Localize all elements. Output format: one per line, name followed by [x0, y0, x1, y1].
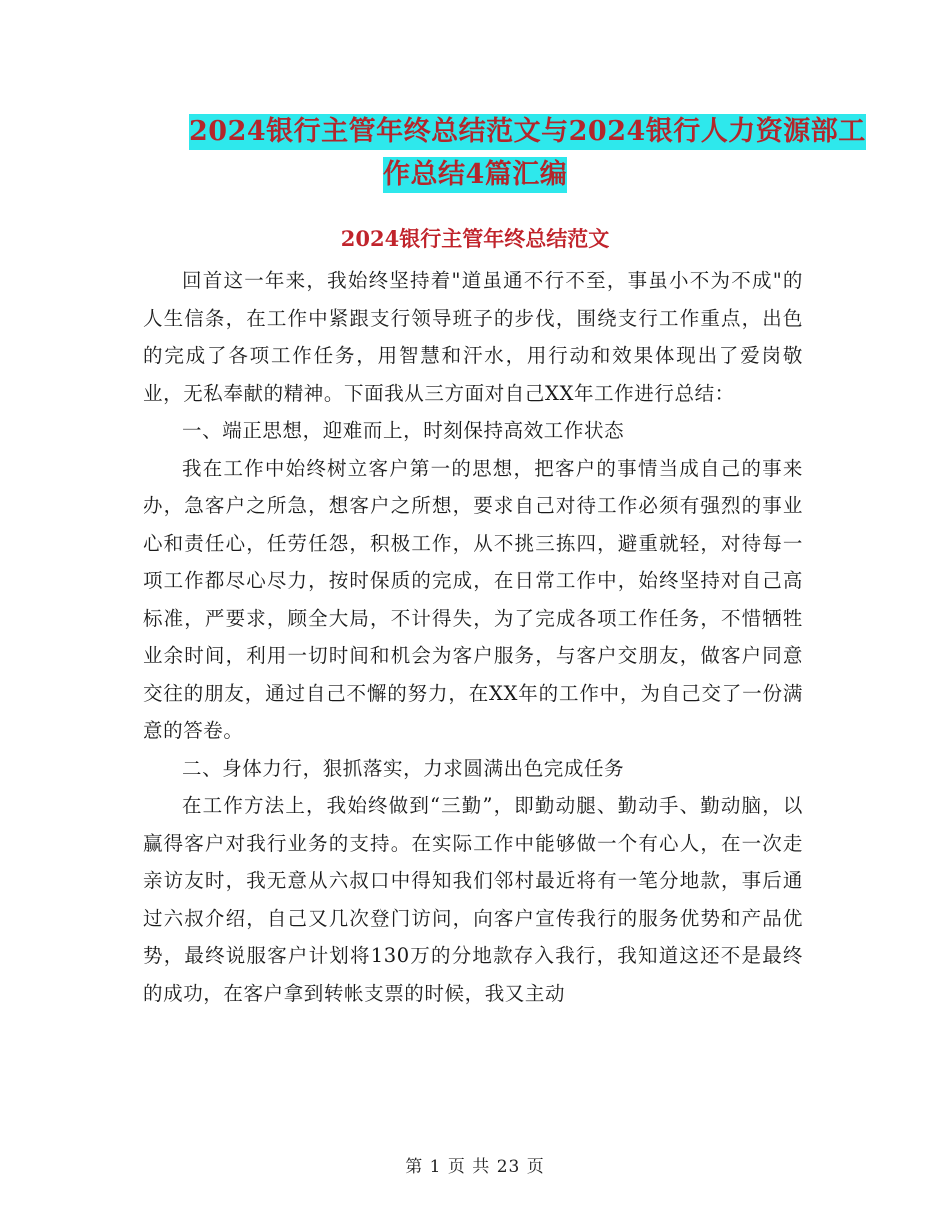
- subheading-1: 一、端正思想，迎难而上，时刻保持高效工作状态: [182, 419, 625, 442]
- section-heading: 2024银行主管年终总结范文: [340, 226, 610, 251]
- page-number-footer: 第 1 页 共 23 页: [405, 1157, 545, 1177]
- subheading-2: 二、身体力行，狠抓落实，力求圆满出色完成任务: [182, 756, 625, 780]
- document-title-line-1: 2024银行主管年终总结范文与2024银行人力资源部工: [189, 114, 866, 150]
- document-body: [143, 262, 803, 1012]
- paragraph-1: 我在工作中始终树立客户第一的思想，把客户的事情当成自己的事来办，急客户之所急，想客户之所想，要求自己对待工作必须有强烈的事业心和责任心，任劳任怨，积极工作，从不挑三拣四，避重就轻，对待每一项工作都尽心尽力，按时保质的完成，在日常工作中，始终坚持对自己高标准，严要求，顾全大局，不计得失，为了完成各项工作任务，不惜牺牲业余时间，利用一切时间和机会为客户服务，与客户交朋友，做客户同意交往的朋友，通过自己不懈的努力，在XX年的工作中，为自己交了一份满意的答卷。: [143, 456, 803, 742]
- document-title-line-2: 作总结4篇汇编: [383, 157, 567, 193]
- paragraph-2: 在工作方法上，我始终做到“三勤”，即勤动腿、勤动手、勤动脑，以赢得客户对我行业务的支持。在实际工作中能够做一个有心人，在一次走亲访友时，我无意从六叔口中得知我们邻村最近将有一笔分地款，事后通过六叔介绍，自己又几次登门访问，向客户宣传我行的服务优势和产品优势，最终说服客户计划将130万的分地款存入我行，我知道这还不是最终的成功，在客户拿到转帐支票的时候，我又主动: [143, 794, 803, 1005]
- paragraph-intro: 回首这一年来，我始终坚持着"道虽通不行不至，事虽小不为不成"的人生信条，在工作中紧跟支行领导班子的步伐，围绕支行工作重点，出色的完成了各项工作任务，用智慧和汗水，用行动和效果体现出了爱岗敬业，无私奉献的精神。下面我从三方面对自己XX年工作进行总结：: [143, 269, 803, 405]
